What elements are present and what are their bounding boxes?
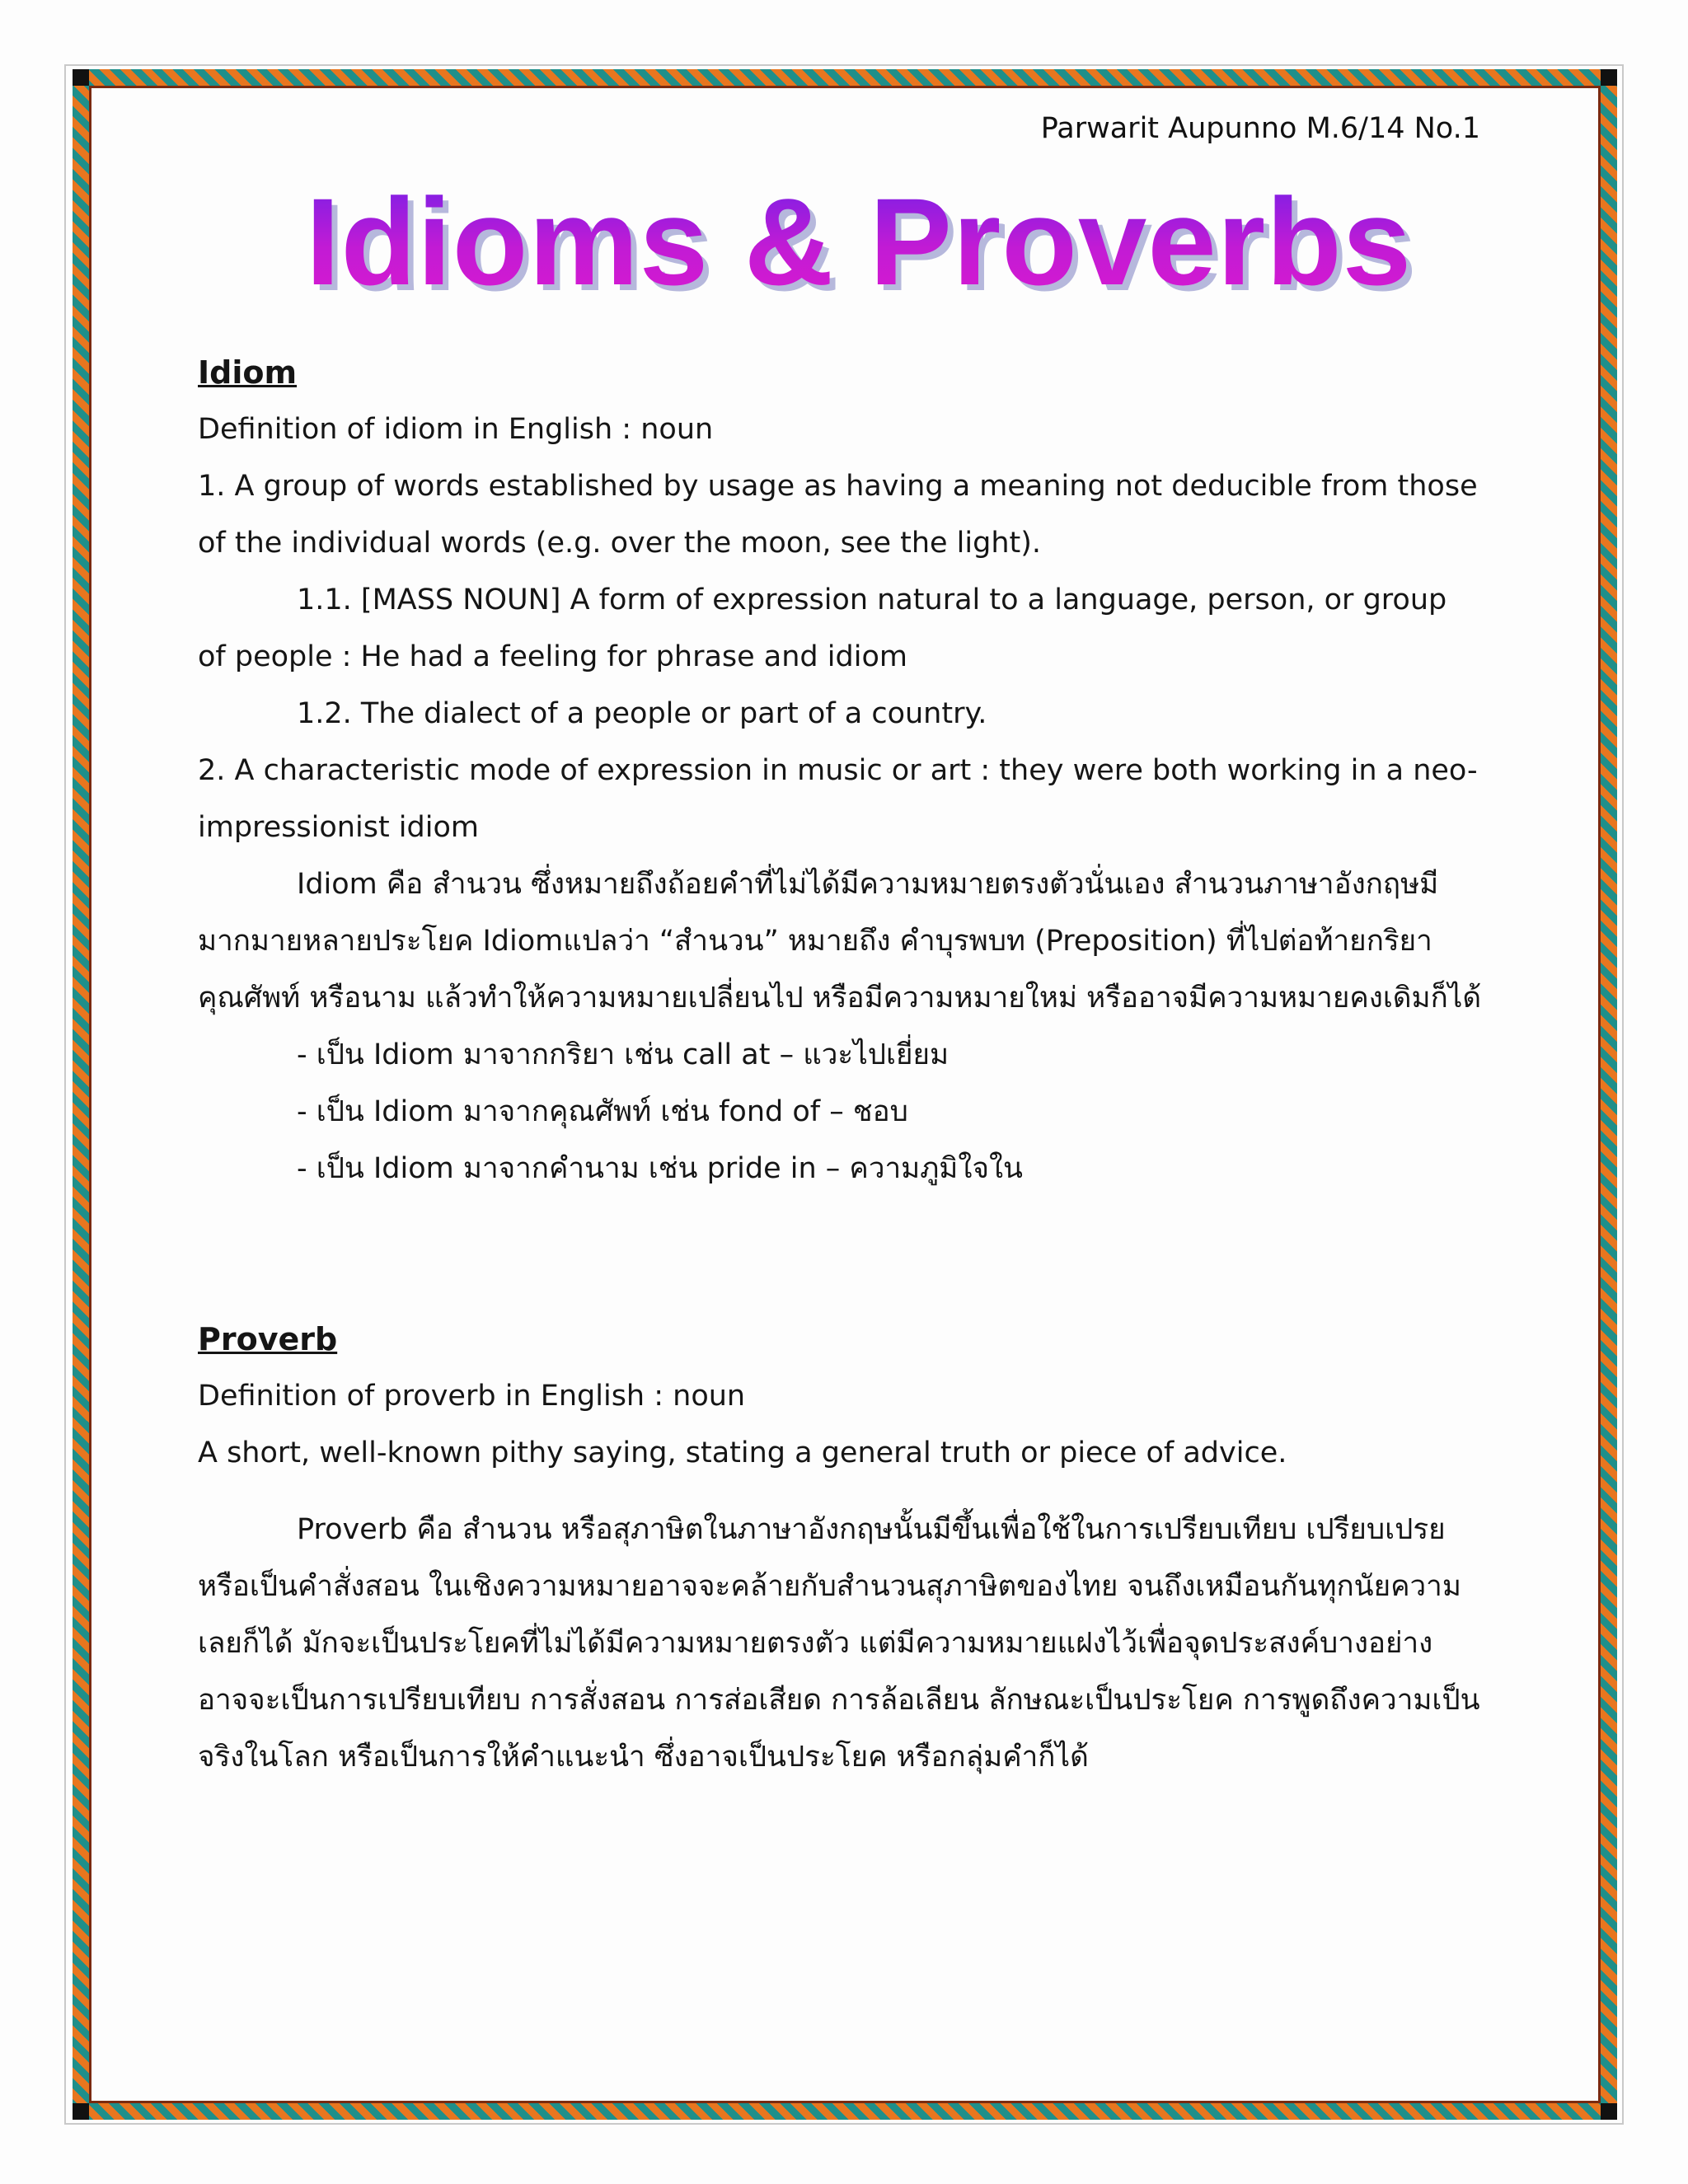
page-title: Idioms & Proverbs bbox=[0, 180, 1688, 303]
section-spacer bbox=[198, 1197, 1484, 1311]
proverb-definition-label: Definition of proverb in English : noun bbox=[198, 1380, 746, 1413]
idiom-heading: Idiom bbox=[198, 354, 298, 391]
border-corner bbox=[1601, 69, 1617, 86]
idiom-definition-2: 2. A characteristic mode of expression in music or art : they were both working in a neo-impressionist idiom bbox=[198, 754, 1478, 844]
author-line: Parwarit Aupunno M.6/14 No.1 bbox=[1040, 112, 1480, 145]
proverb-heading: Proverb bbox=[198, 1321, 338, 1357]
idiom-example: - เป็น Idiom มาจากกริยา เช่น call at – แวะไปเยี่ยม bbox=[297, 1038, 950, 1071]
border-corner bbox=[73, 2103, 89, 2120]
idiom-definition-1: 1. A group of words established by usage as having a meaning not deducible from those of the individual words (e.g. over the moon, see the light). bbox=[198, 470, 1478, 560]
proverb-thai-explanation: Proverb คือ สำนวน หรือสุภาษิตในภาษาอังกฤษนั้นมีขึ้นเพื่อใช้ในการเปรียบเทียบ เปรียบเปรย หรือเป็นคำสั่งสอน ในเชิงความหมายอาจจะคล้ายกับสำนวนสุภาษิตของไทย จนถึงเหมือนกันทุกนัยความเลยก็ได้ มักจะเป็นประโยคที่ไม่ได้มีความหมายตรงตัว แต่มีความหมายแฝงไว้เพื่อจุดประสงค์บางอย่าง อาจจะเป็นการเปรียบเทียบ การสั่งสอน การส่อเสียด การล้อเลียน ลักษณะเป็นประโยค การพูดถึงความเป็นจริงในโลก หรือเป็นการให้คำแนะนำ ซึ่งอาจเป็นประโยค หรือกลุ่มคำก็ได้ bbox=[198, 1513, 1480, 1774]
idiom-example: - เป็น Idiom มาจากคุณศัพท์ เช่น fond of – ชอบ bbox=[297, 1095, 908, 1128]
idiom-thai-explanation: Idiom คือ สำนวน ซึ่งหมายถึงถ้อยคำที่ไม่ได้มีความหมายตรงตัวนั่นเอง สำนวนภาษาอังกฤษมีมากมายหลายประโยค Idiomแปลว่า “สำนวน” หมายถึง คำบุรพบท (Preposition) ที่ไปต่อท้ายกริยา คุณศัพท์ หรือนาม แล้วทำให้ความหมายเปลี่ยนไป หรือมีความหมายใหม่ หรืออาจมีความหมายคงเดิมก็ได้ bbox=[198, 868, 1482, 1015]
proverb-definition: A short, well-known pithy saying, stating a general truth or piece of advice. bbox=[198, 1436, 1287, 1469]
idiom-definition-1-2: 1.2. The dialect of a people or part of a country. bbox=[297, 697, 987, 730]
border-corner bbox=[73, 69, 89, 86]
idiom-example: - เป็น Idiom มาจากคำนาม เช่น pride in – ความภูมิใจใน bbox=[297, 1152, 1023, 1185]
idiom-definition-label: Definition of idiom in English : noun bbox=[198, 413, 714, 446]
idiom-definition-1-1: 1.1. [MASS NOUN] A form of expression natural to a language, person, or group of people : He had a feeling for phrase and idiom bbox=[198, 583, 1447, 673]
paragraph-spacer bbox=[198, 1482, 1484, 1502]
document-content bbox=[198, 344, 1484, 1786]
border-corner bbox=[1601, 2103, 1617, 2120]
